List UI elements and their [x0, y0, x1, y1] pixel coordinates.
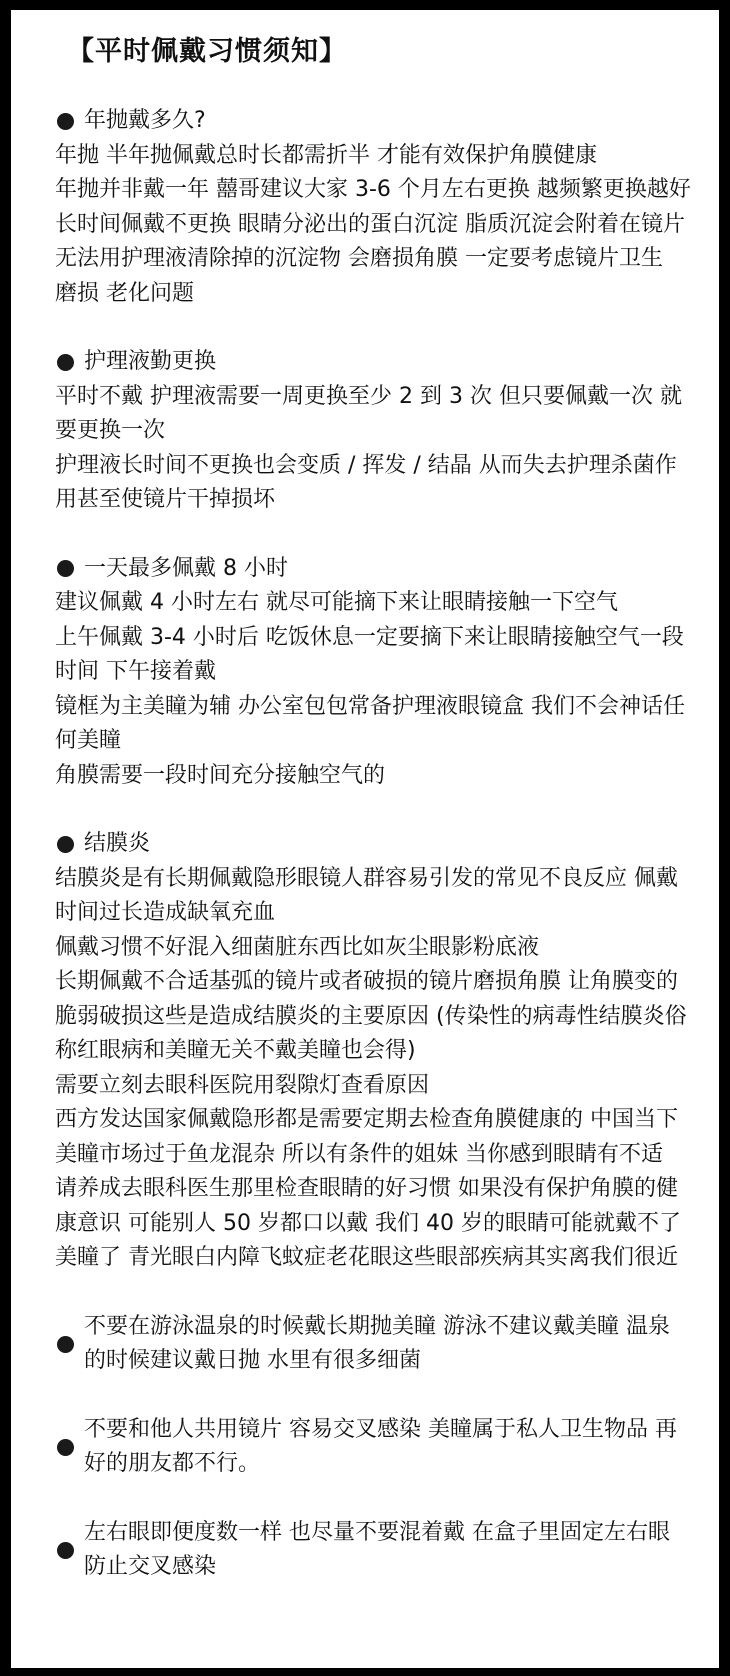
paragraph: 平时不戴 护理液需要一周更换至少 2 到 3 次 但只要佩戴一次 就要更换一次 [55, 383, 682, 443]
section-heading [55, 1413, 691, 1482]
paragraph: 结膜炎是有长期佩戴隐形眼镜人群容易引发的常见不良反应 佩戴时间过长造成缺氧充血 [55, 865, 678, 925]
paragraph: 长时间佩戴不更换 眼睛分泌出的蛋白沉淀 脂质沉淀会附着在镜片 无法用护理液清除掉的沉淀物 会磨损角膜 一定要考虑镜片卫生 磨损 老化问题 [55, 211, 685, 306]
bullet-icon [57, 354, 74, 371]
document-page [11, 10, 719, 1668]
paragraph: 年抛 半年抛佩戴总时长都需折半 才能有效保护角膜健康 [55, 142, 597, 168]
section-solution-replacement [55, 345, 691, 518]
section-left-right-eye [55, 1516, 691, 1585]
paragraph: 佩戴习惯不好混入细菌脏东西比如灰尘眼影粉底液 [55, 934, 540, 960]
section-heading [55, 345, 691, 380]
section-heading-text: 结膜炎 [84, 831, 151, 856]
section-heading-text: 一天最多佩戴 8 小时 [84, 555, 288, 581]
section-heading [55, 1516, 691, 1585]
page-title: 【平时佩戴习惯须知】 [67, 36, 347, 67]
bullet-icon [57, 113, 74, 130]
bullet-icon [57, 1336, 74, 1353]
section-no-sharing [55, 1413, 691, 1482]
section-heading-text: 不要在游泳温泉的时候戴长期抛美瞳 游泳不建议戴美瞳 温泉的时候建议戴日抛 水里有很多细菌 [84, 1313, 670, 1373]
section-heading-text: 不要和他人共用镜片 容易交叉感染 美瞳属于私人卫生物品 再好的朋友都不行。 [84, 1416, 677, 1476]
section-swimming-hot-springs [55, 1310, 691, 1379]
section-heading [55, 827, 691, 862]
section-yearly-lens-duration [55, 104, 691, 311]
section-heading [55, 104, 691, 139]
bullet-icon [57, 1542, 74, 1559]
bullet-icon [57, 560, 74, 577]
paragraph: 长期佩戴不合适基弧的镜片或者破损的镜片磨损角膜 让角膜变的脆弱破损这些是造成结膜炎的主要原因 (传染性的病毒性结膜炎俗称红眼病和美瞳无关不戴美瞳也会得) [55, 969, 687, 1063]
section-heading [55, 552, 691, 587]
paragraph: 镜框为主美瞳为辅 办公室包包常备护理液眼镜盒 我们不会神话任何美瞳 [55, 693, 685, 753]
paragraph: 需要立刻去眼科医院用裂隙灯查看原因 [55, 1072, 430, 1098]
section-heading-text: 年抛戴多久? [84, 108, 206, 133]
bullet-icon [57, 1439, 74, 1456]
paragraph: 建议佩戴 4 小时左右 就尽可能摘下来让眼睛接触一下空气 [55, 590, 618, 615]
section-max-wear-hours [55, 552, 691, 794]
section-conjunctivitis [55, 827, 691, 1276]
paragraph: 年抛并非戴一年 囍哥建议大家 3-6 个月左右更换 越频繁更换越好 [55, 177, 691, 202]
paragraph: 上午佩戴 3-4 小时后 吃饭休息一定要摘下来让眼睛接触空气一段时间 下午接着戴 [55, 624, 684, 684]
paragraph: 护理液长时间不更换也会变质 / 挥发 / 结晶 从而失去护理杀菌作用甚至使镜片干掉损坏 [55, 452, 677, 512]
section-heading-text: 护理液勤更换 [84, 349, 217, 374]
paragraph: 西方发达国家佩戴隐形都是需要定期去检查角膜健康的 中国当下美瞳市场过于鱼龙混杂 所以有条件的姐妹 当你感到眼睛有不适 请养成去眼科医生那里检查眼睛的好习惯 如果没有保护角膜的健康意识 可能别人 50 岁都口以戴 我们 40 岁的眼睛可能就戴不了美瞳了 青光眼白内障飞蚊症老花眼这些眼部疾病其实离我们很近 [55, 1107, 681, 1270]
paragraph: 角膜需要一段时间充分接触空气的 [55, 762, 386, 788]
bullet-icon [57, 836, 74, 853]
section-heading [55, 1310, 691, 1379]
section-heading-text: 左右眼即便度数一样 也尽量不要混着戴 在盒子里固定左右眼 防止交叉感染 [84, 1519, 670, 1579]
